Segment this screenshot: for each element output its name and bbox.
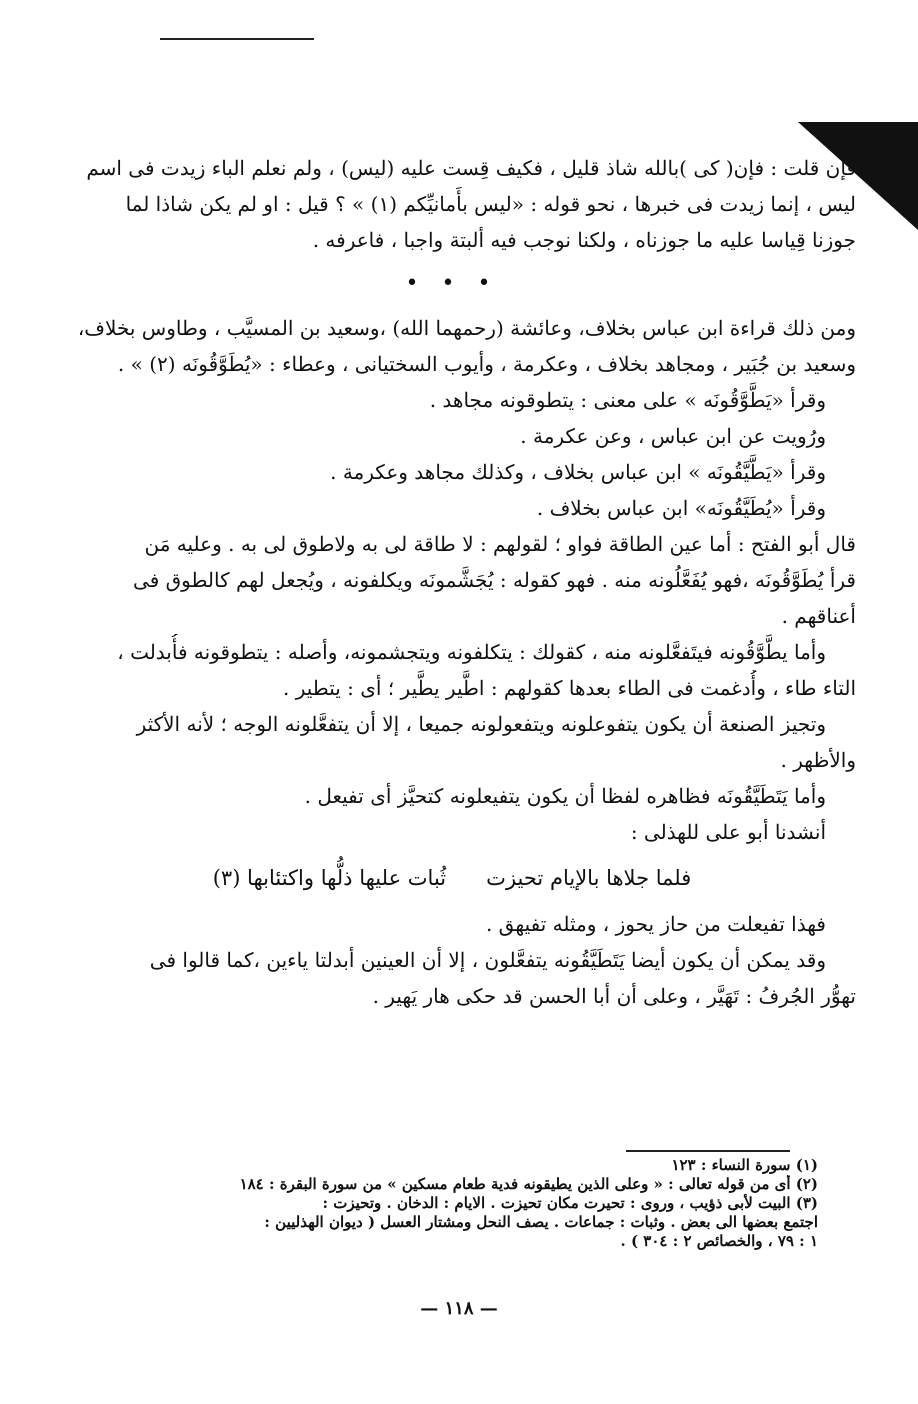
footnotes	[48, 1156, 818, 1251]
footnote-line: اجتمع بعضها الى بعض . وثبات : جماعات . يصف النحل ومشتار العسل ( ديوان الهذليين :	[264, 1213, 818, 1231]
text-line: التاء طاء ، وأُدغمت فى الطاء بعدها كقولهم : اطَّير يطَّير ؛ أى : يتطير .	[283, 676, 856, 700]
text-line: وقرأ «يَطَّوَّقُونَه » على معنى : يتطوقونه مجاهد .	[429, 388, 826, 412]
text-line: قال أبو الفتح : أما عين الطاقة فواو ؛ لقولهم : لا طاقة لى به ولاطوق لى به . وعليه مَن	[144, 532, 856, 556]
text-line: وقد يمكن أن يكون أيضا يَتَطَيَّقُونه يتفعَّلون ، إلا أن العينين أبدلتا ياءين ،كما قالوا فى	[149, 948, 826, 972]
text-line: أنشدنا أبو على للهذلى :	[630, 820, 826, 844]
body-text	[48, 150, 856, 1014]
footnote-rule	[626, 1150, 790, 1152]
text-line: فهذا تفيعلت من حاز يحوز ، ومثله تفيهق .	[485, 912, 826, 936]
text-line: وأما يطَّوَّقُونه فيتَفعَّلونه منه ، كقولك : يتكلفونه ويتجشمونه، وأصله : يتطوقونه فأُبدلت ،	[117, 640, 826, 664]
page-number: — ١١٨ —	[420, 1298, 498, 1319]
poetry-verse: فلما جلاها بالإيام تحيزت ثُبات عليها ذلُّها واكتئابها (٣)	[212, 866, 692, 890]
text-line: والأظهر .	[780, 748, 856, 772]
footnote-line: (٢) أى من قوله تعالى : « وعلى الذين يطيقونه فدية طعام مسكين » من سورة البقرة : ١٨٤	[239, 1175, 818, 1193]
footnote-line: (١) سورة النساء : ١٢٣	[671, 1156, 818, 1174]
footnote-line: ١ : ٧٩ ، والخصائص ٢ : ٣٠٤ ) .	[620, 1232, 818, 1250]
section-separator: • • •	[405, 271, 499, 296]
text-line: قرأ يُطَوَّقُونَه ،فهو يُفَعَّلُونه منه . فهو كقوله : يُجَشَّمونَه ويكلفونه ، ويُجعل لهم كالطوق فى	[133, 568, 856, 592]
paragraph-line: فإن قلت : فإن( كى )بالله شاذ قليل ، فكيف قِست عليه (ليس) ، ولم نعلم الباء زيدت فى اسم	[86, 156, 856, 180]
paragraph-line: ليس ، إنما زيدت فى خبرها ، نحو قوله : «ليس بأَمانيِّكم (١) » ؟ قيل : او لم يكن شاذا لما	[125, 192, 856, 216]
text-line: تهوُّر الجُرفُ : تَهَيَّر ، وعلى أن أبا الحسن قد حكى هار يَهير .	[372, 984, 856, 1008]
footnote-line: (٣) البيت لأبى ذؤيب ، وروى : تحيرت مكان تحيزت . الايام : الدخان . وتحيزت :	[322, 1194, 818, 1212]
text-line: وقرأ «يُطَيَّقُونَه» ابن عباس بخلاف .	[536, 496, 826, 520]
text-line: أعناقهم .	[781, 604, 856, 628]
text-line: وقرأ «يَطَّيَّقُونَه » ابن عباس بخلاف ، وكذلك مجاهد وعكرمة .	[330, 460, 826, 484]
text-line: وأما يَتَطَيَّقُونَه فظاهره لفظا أن يكون يتفيعلونه كتحيَّز أى تفيعل .	[304, 784, 826, 808]
text-line: ورُويت عن ابن عباس ، وعن عكرمة .	[520, 424, 826, 448]
text-line: وسعيد بن جُبَير ، ومجاهد بخلاف ، وعكرمة ، وأيوب السختيانى ، وعطاء : «يُطَوَّقُونَه (٢) » .	[117, 352, 856, 376]
text-line: ومن ذلك قراءة ابن عباس بخلاف، وعائشة (رحمهما الله) ،وسعيد بن المسيَّب ، وطاوس بخلاف،	[77, 316, 856, 340]
top-rule	[160, 38, 314, 40]
text-line: وتجيز الصنعة أن يكون يتفوعلونه ويتفعولونه جميعا ، إلا أن يتفعَّلونه الوجه ؛ لأنه الأكثر	[136, 712, 826, 736]
paragraph-line: جوزنا قِياسا عليه ما جوزناه ، ولكنا نوجب فيه ألبتة واجبا ، فاعرفه .	[312, 228, 856, 252]
